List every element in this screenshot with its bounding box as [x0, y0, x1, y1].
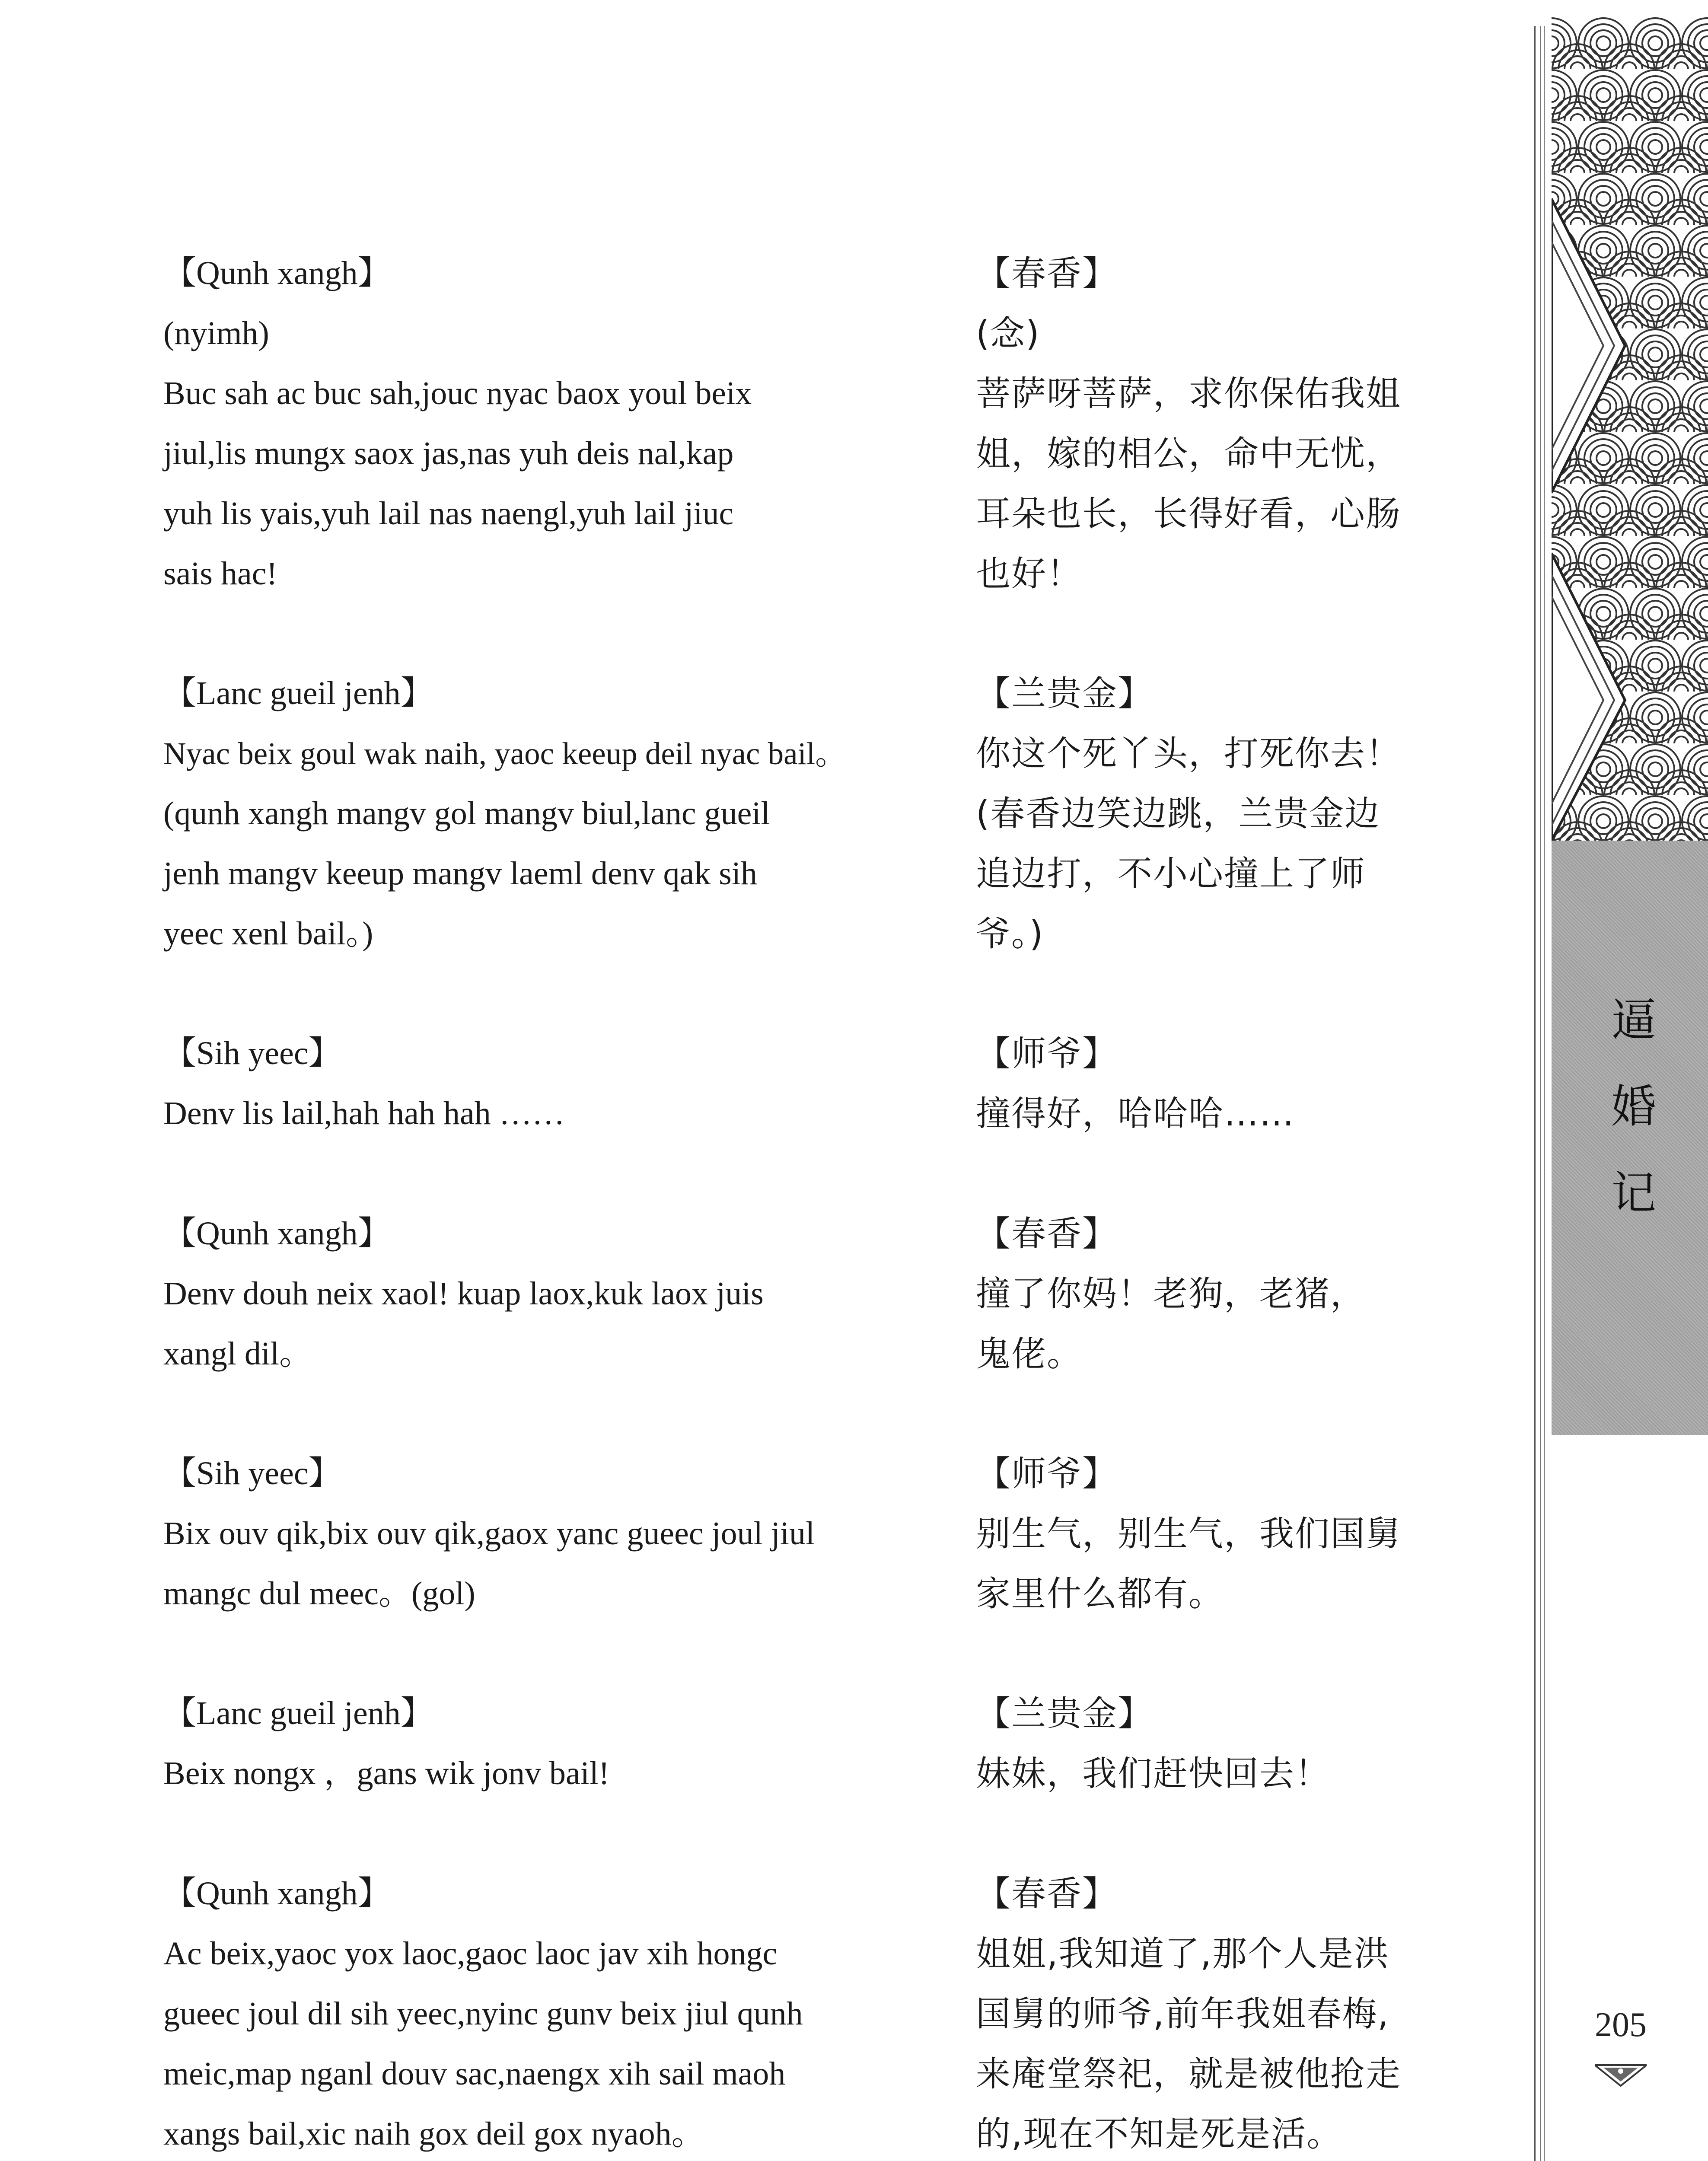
dialogue-line: Denv douh neix xaol! kuap laox,kuk laox juis — [163, 1275, 764, 1312]
dialogue-line: 姐，嫁的相公，命中无忧， — [976, 433, 1401, 474]
dialogue-line: 姐姐,我知道了,那个人是洪 — [976, 1934, 1389, 1974]
dialogue-line: Buc sah ac buc sah,jouc nyac baox youl beix — [163, 375, 752, 411]
dialogue-line: Nyac beix goul wak naih, yaoc keeup deil nyac bail。 — [163, 736, 847, 771]
dialogue-line: jiul,lis mungx saox jas,nas yuh deis nal,kap — [163, 435, 734, 472]
dialogue-line: yuh lis yais,yuh lail nas naengl,yuh lail jiuc — [163, 495, 734, 532]
dialogue-line: 撞了你妈！老狗，老猪， — [976, 1274, 1366, 1314]
margin-rule — [1534, 26, 1541, 2161]
stage-direction: (qunh xangh mangv gol mangv biul,lanc gueil — [163, 795, 770, 832]
dong-text — [163, 663, 928, 964]
speaker-name: 【Sih yeec】 — [163, 1455, 341, 1492]
speaker-name: 【Qunh xangh】 — [163, 255, 391, 291]
stage-direction: yeec xenl bail。) — [163, 915, 373, 952]
chinese-text — [976, 1444, 1451, 1624]
speaker-name: 【春香】 — [976, 1214, 1118, 1254]
dialogue-line: xangs bail,xic naih gox deil gox nyaoh。 — [163, 2116, 704, 2152]
chinese-text — [976, 1864, 1451, 2161]
dialogue-line: Ac beix,yaoc yox laoc,gaoc laoc jav xih hongc — [163, 1935, 778, 1972]
dialogue-line: Beix nongx ，gans wik jonv bail! — [163, 1755, 610, 1791]
chinese-text — [976, 1023, 1451, 1144]
chinese-text — [976, 663, 1451, 964]
dialogue-line: 家里什么都有。 — [976, 1574, 1224, 1614]
dong-text — [163, 1023, 928, 1144]
dialogue-line: 也好！ — [976, 554, 1082, 594]
stage-direction: (nyimh) — [163, 315, 269, 351]
dialogue-line: 别生气，别生气，我们国舅 — [976, 1514, 1401, 1554]
speaker-name: 【Qunh xangh】 — [163, 1875, 391, 1912]
dialogue-line: 菩萨呀菩萨，求你保佑我姐 — [976, 373, 1401, 414]
title-char: 逼 — [1611, 994, 1656, 1046]
dialogue-line: 撞得好，哈哈哈…… — [976, 1093, 1295, 1134]
chinese-text — [976, 1683, 1451, 1804]
stage-direction: (念) — [976, 313, 1040, 354]
speaker-name: 【Qunh xangh】 — [163, 1215, 391, 1252]
dialogue-line: Denv lis lail,hah hah hah …… — [163, 1095, 565, 1131]
speaker-name: 【Sih yeec】 — [163, 1035, 341, 1071]
dialogue-line: 鬼佬。 — [976, 1334, 1082, 1374]
stage-direction: (春香边笑边跳，兰贵金边 — [976, 794, 1380, 834]
stage-direction: jenh mangv keeup mangv laeml denv qak sih — [163, 855, 757, 892]
running-title — [1599, 977, 1668, 1236]
page-number-ornament-icon — [1595, 2062, 1647, 2088]
dong-text — [163, 1683, 928, 1804]
speaker-name: 【兰贵金】 — [976, 1693, 1153, 1734]
speaker-name: 【师爷】 — [976, 1033, 1118, 1074]
dialogue-line: 来庵堂祭祀，就是被他抢走 — [976, 2054, 1401, 2094]
speaker-name: 【Lanc gueil jenh】 — [163, 675, 433, 711]
stage-direction: 追边打，不小心撞上了师 — [976, 854, 1366, 894]
speaker-name: 【兰贵金】 — [976, 673, 1153, 714]
margin-rule — [1544, 26, 1545, 2161]
dialogue-line: gueec joul dil sih yeec,nyinc gunv beix jiul qunh — [163, 1995, 803, 2032]
chinese-text — [976, 243, 1451, 604]
dialogue-line: 你这个死丫头，打死你去！ — [976, 733, 1401, 774]
dialogue-line: xangl dil。 — [163, 1335, 312, 1372]
title-char: 婚 — [1611, 1080, 1656, 1133]
speaker-name: 【师爷】 — [976, 1453, 1118, 1494]
speaker-name: 【春香】 — [976, 1874, 1118, 1914]
page-number: 205 — [1595, 2006, 1647, 2044]
dialogue-line: meic,map nganl douv sac,naengx xih sail maoh — [163, 2056, 786, 2092]
dialogue-line: 国舅的师爷,前年我姐春梅, — [976, 1994, 1389, 2034]
dialogue-line: mangc dul meec。(gol) — [163, 1575, 475, 1612]
title-char: 记 — [1611, 1167, 1656, 1219]
dialogue-line: 耳朵也长，长得好看，心肠 — [976, 494, 1401, 534]
dong-text — [163, 1204, 928, 1384]
dialogue-line: 妹妹，我们赶快回去！ — [976, 1753, 1330, 1794]
speaker-name: 【Lanc gueil jenh】 — [163, 1695, 433, 1731]
dialogue-line: 的,现在不知是死是活。 — [976, 2114, 1342, 2154]
stage-direction: 爷。) — [976, 914, 1044, 954]
dong-text — [163, 1864, 928, 2161]
wave-pattern-ornament — [1552, 17, 1708, 841]
chinese-text — [976, 1204, 1451, 1384]
dialogue-line: Bix ouv qik,bix ouv qik,gaox yanc gueec joul jiul — [163, 1515, 815, 1552]
dialogue-line: sais hac! — [163, 555, 277, 592]
dong-text — [163, 243, 928, 604]
dong-text — [163, 1444, 928, 1624]
speaker-name: 【春香】 — [976, 253, 1118, 293]
